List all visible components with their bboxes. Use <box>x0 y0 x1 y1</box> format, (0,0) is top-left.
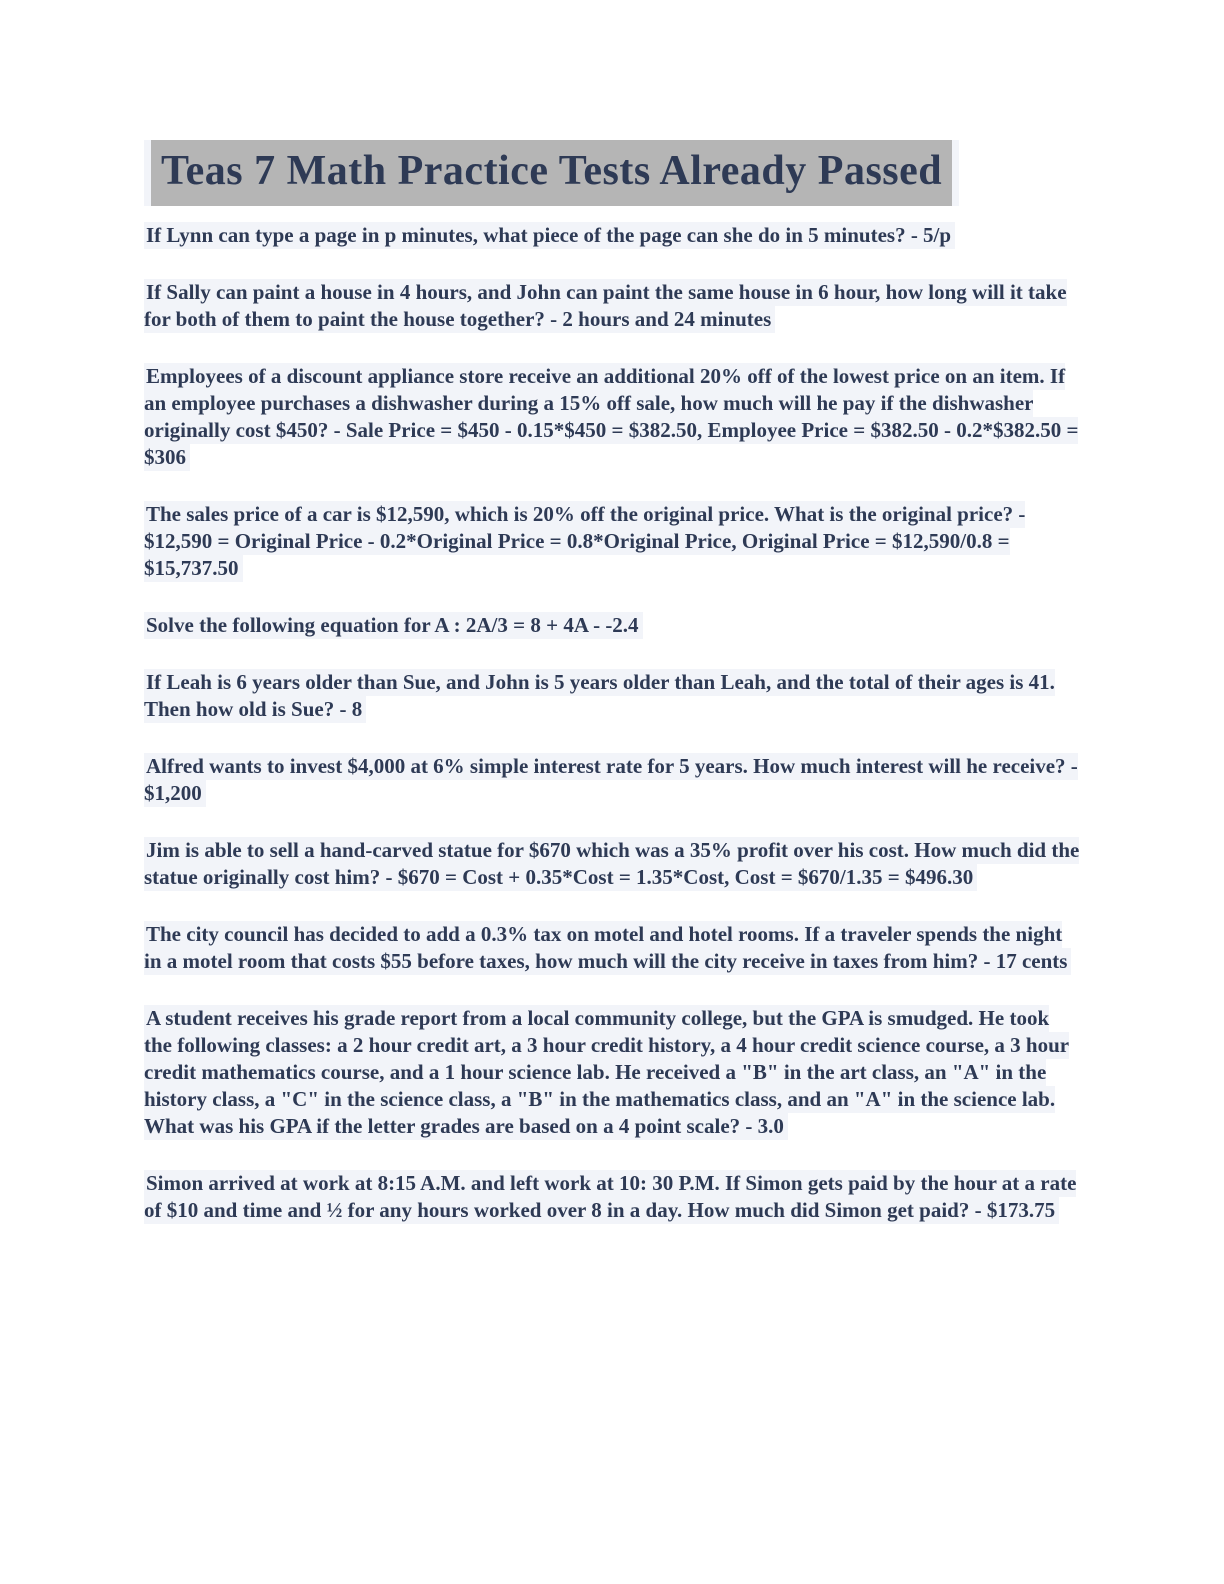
paragraph <box>144 612 1080 639</box>
paragraph <box>144 921 1080 975</box>
paragraph-text: The city council has decided to add a 0.3% tax on motel and hotel rooms. If a traveler spends the night in a motel room that costs $55 before taxes, how much will the city receive in taxes from him? - 17 cents <box>144 921 1071 975</box>
paragraph <box>144 1005 1080 1140</box>
paragraph-text: A student receives his grade report from a local community college, but the GPA is smudged. He took the following classes: a 2 hour credit art, a 3 hour credit history, a 4 hour credit science course, a 3 hour credit mathematics course, and a 1 hour science lab. He received a "B" in the art class, an "A" in the history class, a "C" in the science class, a "B" in the mathematics class, and an "A" in the science lab. What was his GPA if the letter grades are based on a 4 point scale? - 3.0 <box>144 1005 1070 1138</box>
paragraph-text: Jim is able to sell a hand-carved statue for $670 which was a 35% profit over his cost. How much did the statue originally cost him? - $670 = Cost + 0.35*Cost = 1.35*Cost, Cost = $670/1.35 = $496.30 <box>144 837 1080 889</box>
paragraph-text: Alfred wants to invest $4,000 at 6% simple interest rate for 5 years. How much interest will he receive? - $1,200 <box>144 753 1078 805</box>
document-title-text: Teas 7 Math Practice Tests Already Passed <box>151 140 952 206</box>
paragraph <box>144 363 1080 471</box>
paragraph <box>144 669 1080 723</box>
paragraph <box>144 753 1080 807</box>
paragraph <box>144 222 1080 249</box>
paragraph-list <box>144 222 1080 1224</box>
paragraph-text: If Lynn can type a page in p minutes, what piece of the page can she do in 5 minutes? - 5/p <box>144 222 955 249</box>
paragraph <box>144 279 1080 333</box>
paragraph-text: Solve the following equation for A : 2A/3 = 8 + 4A - -2.4 <box>144 612 643 639</box>
paragraph <box>144 501 1080 582</box>
paragraph <box>144 837 1080 891</box>
document-title <box>144 140 959 206</box>
paragraph-text: Employees of a discount appliance store receive an additional 20% off of the lowest price on an item. If an employee purchases a dishwasher during a 15% off sale, how much will he pay if the dishwasher originally cost $450? - Sale Price = $450 - 0.15*$450 = $382.50, Employee Price = $382.50 - 0.2*$382.50 = $306 <box>144 363 1079 469</box>
paragraph <box>144 1170 1080 1224</box>
paragraph-text: The sales price of a car is $12,590, which is 20% off the original price. What is the original price? - $12,590 = Original Price - 0.2*Original Price = 0.8*Original Price, Original Price = $12,590/0.8 = $15,737.50 <box>144 501 1026 580</box>
paragraph-text: If Sally can paint a house in 4 hours, and John can paint the same house in 6 hour, how long will it take for both of them to paint the house together? - 2 hours and 24 minutes <box>144 279 1067 331</box>
paragraph-text: Simon arrived at work at 8:15 A.M. and left work at 10: 30 P.M. If Simon gets paid by the hour at a rate of $10 and time and ½ for any hours worked over 8 in a day. How much did Simon get paid? - $173.75 <box>144 1170 1077 1222</box>
paragraph-text: If Leah is 6 years older than Sue, and John is 5 years older than Leah, and the total of their ages is 41. Then how old is Sue? - 8 <box>144 669 1055 721</box>
